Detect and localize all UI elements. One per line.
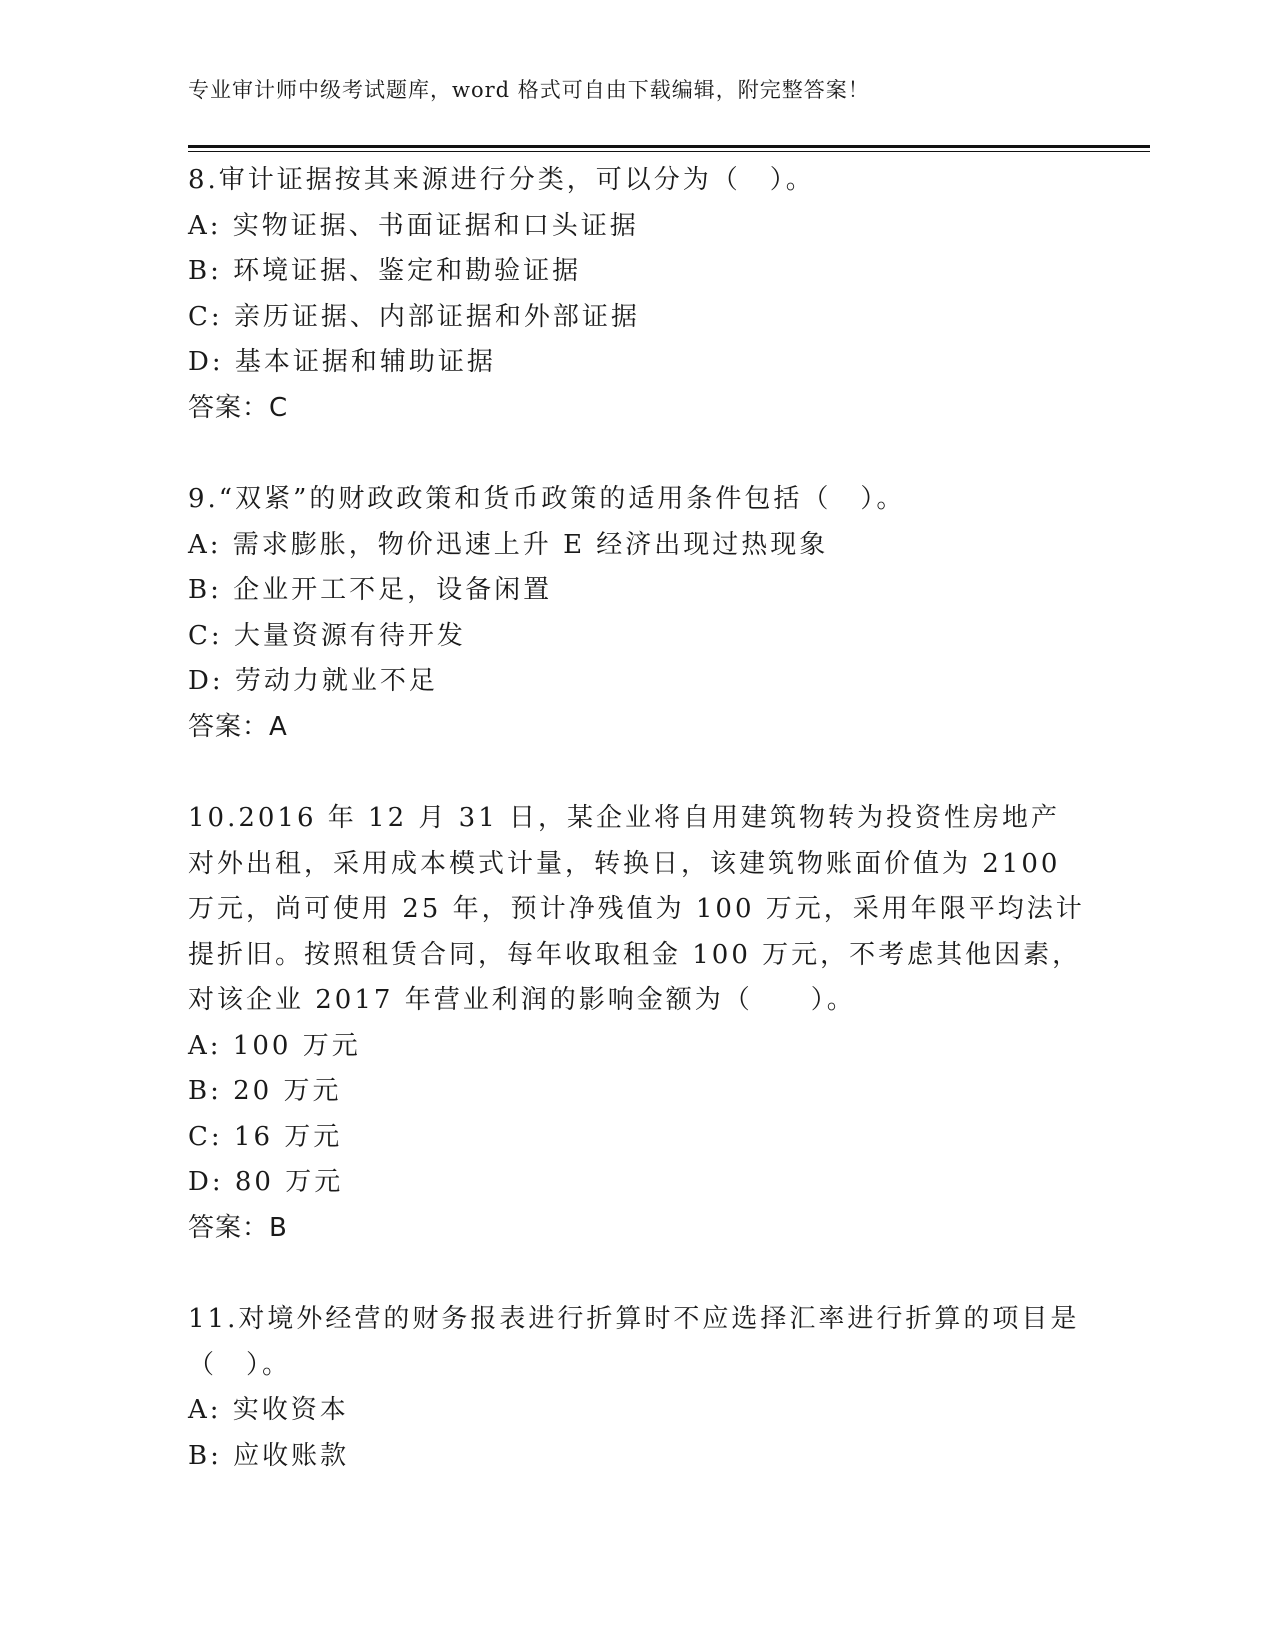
option-d: D: 基本证据和辅助证据 xyxy=(188,347,496,377)
answer: 答案：C xyxy=(188,392,289,423)
question-10 xyxy=(188,796,1088,1251)
question-list xyxy=(188,158,1088,1525)
question-stem: 11.对境外经营的财务报表进行折算时不应选择汇率进行折算的项目是（ ）。 xyxy=(188,1304,1080,1380)
option-d: D: 80 万元 xyxy=(188,1167,344,1197)
option-a: A: 需求膨胀，物价迅速上升 E 经济出现过热现象 xyxy=(188,529,829,560)
option-b: B: 环境证据、鉴定和勘验证据 xyxy=(188,256,582,286)
answer: 答案：B xyxy=(188,1212,288,1243)
question-stem: 8.审计证据按其来源进行分类，可以分为（ ）。 xyxy=(188,165,815,195)
answer: 答案：A xyxy=(188,711,288,742)
option-a: A: 实物证据、书面证据和口头证据 xyxy=(188,210,639,241)
page-header: 专业审计师中级考试题库，word 格式可自由下载编辑，附完整答案！ xyxy=(188,78,870,102)
question-11 xyxy=(188,1297,1088,1479)
option-c: C: 大量资源有待开发 xyxy=(188,620,466,651)
question-8 xyxy=(188,158,1088,431)
option-b: B: 应收账款 xyxy=(188,1440,350,1471)
option-a: A: 100 万元 xyxy=(188,1030,361,1061)
option-c: C: 亲历证据、内部证据和外部证据 xyxy=(188,301,640,332)
option-d: D: 劳动力就业不足 xyxy=(188,666,438,696)
option-b: B: 20 万元 xyxy=(188,1076,342,1106)
header-divider-thick xyxy=(188,145,1150,148)
option-b: B: 企业开工不足，设备闲置 xyxy=(188,575,553,605)
question-9 xyxy=(188,477,1088,750)
question-stem: 9.“双紧”的财政政策和货币政策的适用条件包括（ ）。 xyxy=(188,484,906,514)
option-a: A: 实收资本 xyxy=(188,1395,349,1425)
option-c: C: 16 万元 xyxy=(188,1121,343,1152)
header-divider-thin xyxy=(188,151,1150,152)
question-stem: 10.2016 年 12 月 31 日，某企业将自用建筑物转为投资性房地产对外出租，采用成本模式计量，转换日，该建筑物账面价值为 2100 万元，尚可使用 25 年，预计净残值为 100 万元，采用年限平均法计提折旧。按照租赁合同，每年收取租金 100 万元，不考虑其他因素，对该企业 2017 年营业利润的影响金额为（ ）。 xyxy=(188,803,1085,1015)
